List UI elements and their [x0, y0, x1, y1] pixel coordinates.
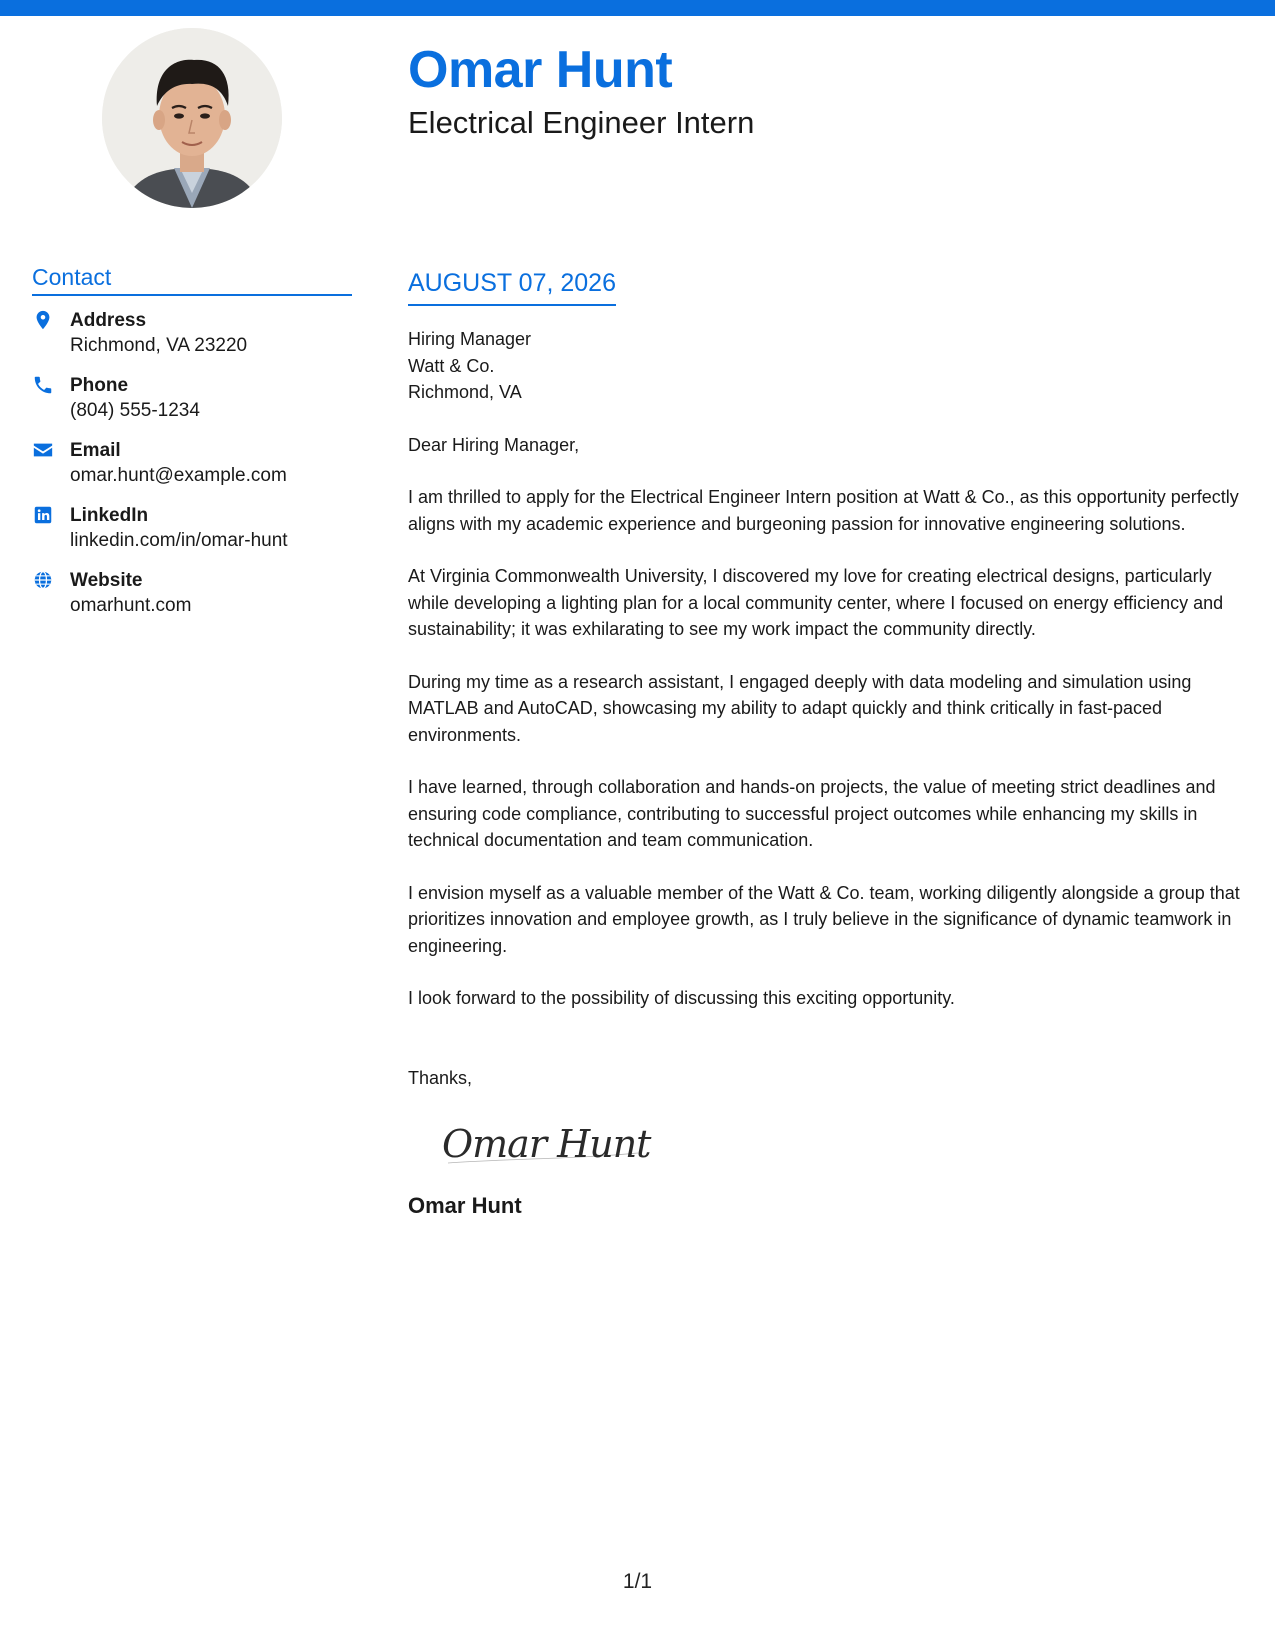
letter-closing: Thanks,	[408, 1067, 473, 1088]
recipient-line: Richmond, VA	[408, 382, 522, 402]
contact-label: LinkedIn	[70, 504, 149, 526]
profile-photo	[102, 28, 282, 208]
contact-label: Website	[70, 569, 143, 591]
letter-body	[408, 268, 1253, 1219]
contact-value[interactable]: linkedin.com/in/omar-hunt	[70, 529, 288, 551]
candidate-name: Omar Hunt	[408, 41, 673, 99]
contact-value[interactable]: omar.hunt@example.com	[70, 464, 287, 486]
profile-photo-illustration	[102, 28, 282, 208]
letter-date: AUGUST 07, 2026	[408, 268, 616, 306]
linkedin-icon	[32, 504, 54, 526]
contact-item-website	[32, 568, 352, 618]
globe-icon	[32, 569, 54, 591]
map-pin-icon	[32, 309, 54, 331]
contact-value[interactable]: omarhunt.com	[70, 594, 192, 616]
contact-item-linkedin	[32, 503, 352, 553]
contact-item-phone	[32, 373, 352, 423]
page-number: 1/1	[622, 1570, 653, 1593]
handwritten-signature	[438, 1113, 658, 1173]
contact-sidebar	[32, 264, 352, 633]
contact-heading: Contact	[32, 264, 352, 296]
signer-name: Omar Hunt	[408, 1193, 522, 1218]
contact-label: Phone	[70, 374, 129, 396]
contact-label: Address	[70, 309, 147, 331]
contact-value: (804) 555-1234	[70, 399, 200, 421]
letter-paragraph: I have learned, through collaboration and hands-on projects, the value of meeting strict deadlines and ensuring code compliance, contributing to successful project outcomes while enhancing my skills in technical documentation and team communication.	[408, 777, 1216, 850]
letter-paragraph: During my time as a research assistant, I engaged deeply with data modeling and simulation using MATLAB and AutoCAD, showcasing my ability to adapt quickly and think critically in fast-paced environments.	[408, 671, 1192, 745]
contact-item-address	[32, 308, 352, 358]
top-accent-bar	[0, 0, 1275, 16]
letter-greeting: Dear Hiring Manager,	[408, 434, 580, 455]
contact-value: Richmond, VA 23220	[70, 334, 248, 356]
recipient-line: Watt & Co.	[408, 355, 495, 376]
contact-list	[32, 308, 352, 618]
contact-label: Email	[70, 439, 121, 461]
candidate-title: Electrical Engineer Intern	[408, 105, 755, 140]
phone-icon	[32, 374, 54, 396]
envelope-icon	[32, 439, 54, 461]
letter-paragraph: At Virginia Commonwealth University, I discovered my love for creating electrical designs, particularly while developing a lighting plan for a local community center, where I focused on energy efficiency and sustainability; it was exhilarating to see my work impact the community directly.	[408, 566, 1224, 639]
recipient-line: Hiring Manager	[408, 329, 532, 349]
contact-item-email	[32, 438, 352, 488]
signature-text: Omar Hunt	[442, 1122, 651, 1166]
letter-paragraph: I envision myself as a valuable member of the Watt & Co. team, working diligently alongside a group that prioritizes innovation and employee growth, as I truly believe in the significance of dynamic teamwork in engineering.	[408, 882, 1240, 956]
letter-paragraph: I am thrilled to apply for the Electrical Engineer Intern position at Watt & Co., as this opportunity perfectly aligns with my academic experience and burgeoning passion for innovative engineering solutions.	[408, 487, 1239, 534]
letter-paragraph: I look forward to the possibility of discussing this exciting opportunity.	[408, 988, 955, 1008]
recipient-block	[408, 326, 1253, 406]
